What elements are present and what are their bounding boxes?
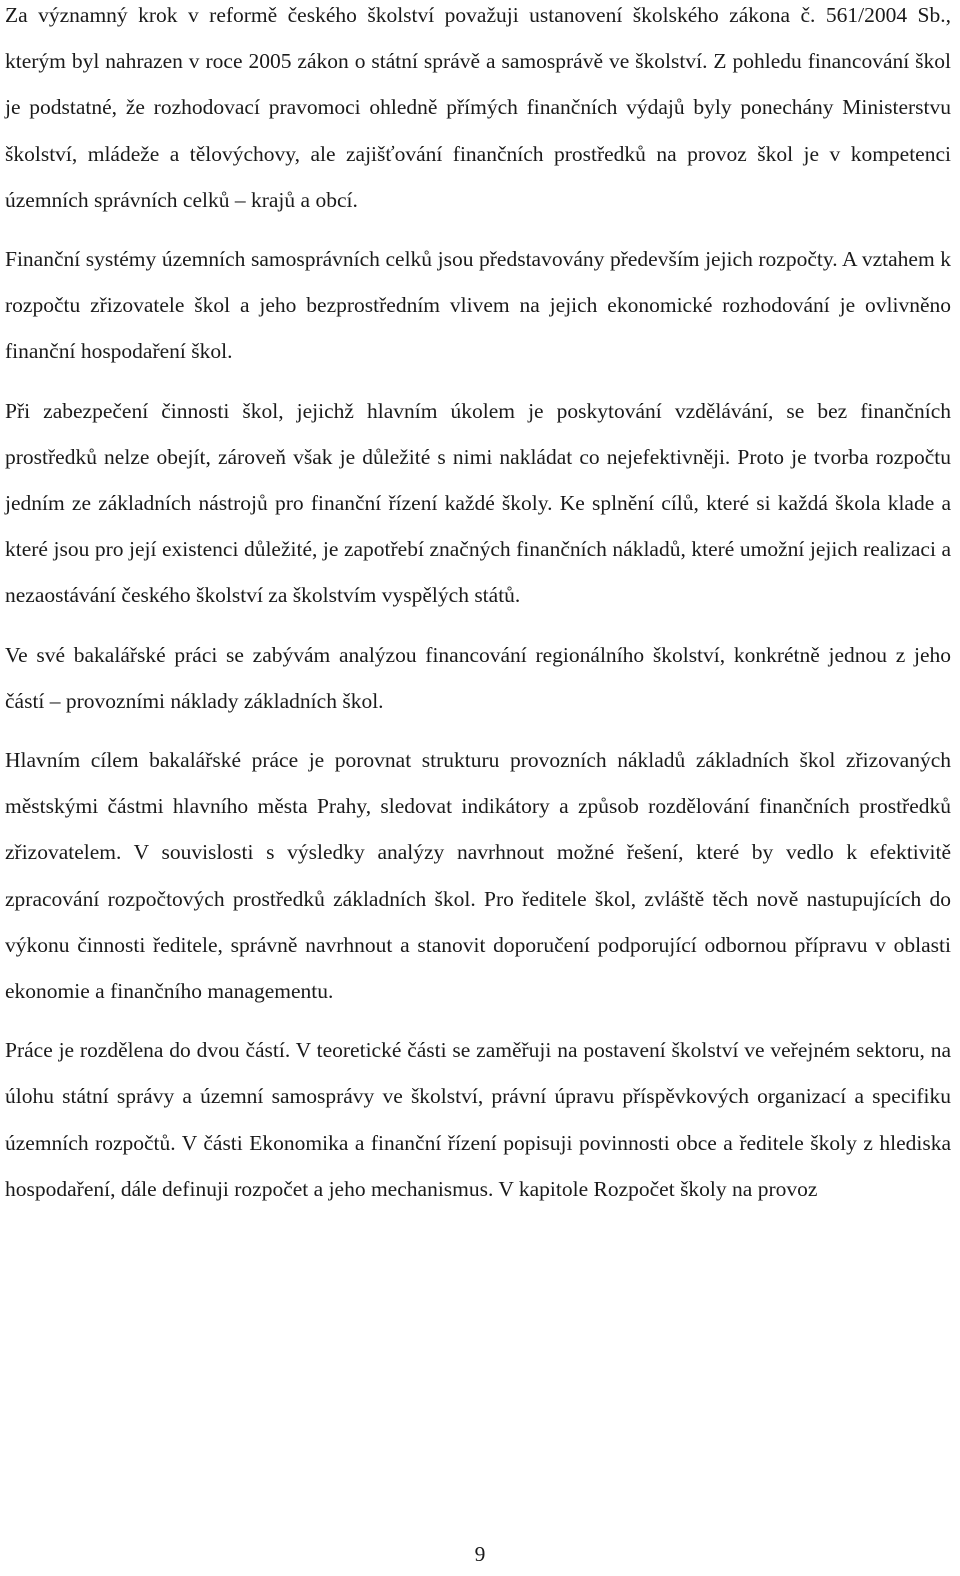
paragraph-school-funding: Při zabezpečení činnosti škol, jejichž hlavním úkolem je poskytování vzdělávání, se bez finančních prostředků nelze obejít, zároveň však je důležité s nimi nakládat co nejefektivněji. Proto je tvorba rozpočtu jedním ze základních nástrojů pro finanční řízení každé školy. Ke splnění cílů, které si každá škola klade a které jsou pro její existenci důležité, je zapotřebí značných finančních nákladů, které umožní jejich realizaci a nezaostávání českého školství za školstvím vyspělých států. (5, 398, 951, 608)
paragraph-thesis-topic: Ve své bakalářské práci se zabývám analýzou financování regionálního školství, konkrétně jednou z jeho částí – provozními náklady základních škol. (5, 642, 951, 713)
document-page (5, 0, 951, 1225)
paragraph-financial-systems: Finanční systémy územních samosprávních celků jsou představovány především jejich rozpočty. A vztahem k rozpočtu zřizovatele škol a jeho bezprostředním vlivem na jejich ekonomické rozhodování je ovlivněno finanční hospodaření škol. (5, 247, 951, 364)
paragraph-thesis-structure: Práce je rozdělena do dvou částí. V teoretické části se zaměřuji na postavení školství ve veřejném sektoru, na úlohu státní správy a územní samosprávy ve školství, právní úpravu příspěvkových organizací a specifiku územních rozpočtů. V části Ekonomika a finanční řízení popisuji povinnosti obce a ředitele školy z hlediska hospodaření, dále definuji rozpočet a jeho mechanismus. V kapitole Rozpočet školy na provoz (5, 1038, 951, 1201)
paragraph-school-reform: Za významný krok v reformě českého školství považuji ustanovení školského zákona č. 561/2004 Sb., kterým byl nahrazen v roce 2005 zákon o státní správě a samosprávě ve školství. Z pohledu financování škol je podstatné, že rozhodovací pravomoci ohledně přímých finančních výdajů byly ponechány Ministerstvu školství, mládeže a tělovýchovy, ale zajišťování finančních prostředků na provoz škol je v kompetenci územních správních celků – krajů a obcí. (5, 3, 951, 212)
page-number: 9 (474, 1542, 486, 1566)
paragraph-thesis-goal: Hlavním cílem bakalářské práce je porovnat strukturu provozních nákladů základních škol zřizovaných městskými částmi hlavního města Prahy, sledovat indikátory a způsob rozdělování finančních prostředků zřizovatelem. V souvislosti s výsledky analýzy navrhnout možné řešení, které by vedlo k efektivitě zpracování rozpočtových prostředků základních škol. Pro ředitele škol, zvláště těch nově nastupujících do výkonu činnosti ředitele, správně navrhnout a stanovit doporučení podporující odbornou přípravu v oblasti ekonomie a finančního managementu. (5, 748, 951, 1004)
